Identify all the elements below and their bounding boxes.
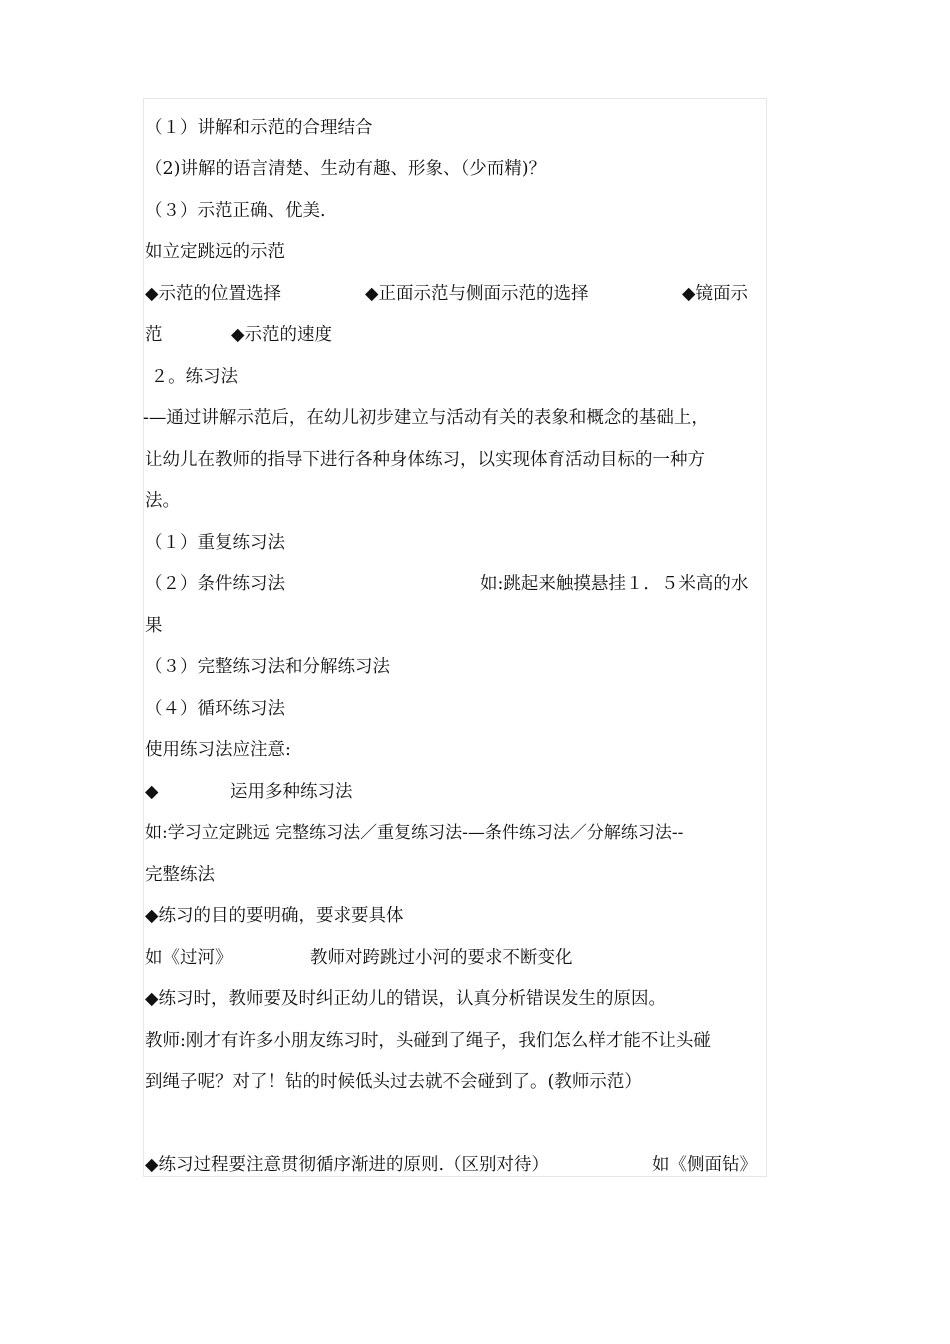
- text-line-19: 完整练法: [145, 865, 215, 885]
- text-line-20: ◆练习的目的要明确，要求要具体: [145, 906, 404, 926]
- text-line-6a: 范: [145, 325, 163, 345]
- text-line-5a: ◆示范的位置选择: [145, 284, 281, 304]
- text-line-25a: ◆练习过程要注意贯彻循序渐进的原则.（区别对待）: [145, 1155, 550, 1175]
- text-line-16: 使用练习法应注意:: [145, 740, 291, 760]
- text-line-5c: ◆镜面示: [682, 284, 748, 304]
- text-line-4: 如立定跳远的示范: [145, 242, 285, 262]
- text-line-8: -—通过讲解示范后，在幼儿初步建立与活动有关的表象和概念的基础上，: [143, 408, 709, 428]
- text-line-18: 如:学习立定跳远 完整练习法／重复练习法-—条件练习法／分解练习法--: [145, 823, 684, 843]
- text-line-21a: 如《过河》: [145, 948, 233, 968]
- text-line-10: 法。: [145, 491, 180, 511]
- text-line-12a: （２）条件练习法: [145, 574, 285, 594]
- text-line-13: 果: [145, 616, 163, 636]
- text-line-15: （４）循环练习法: [145, 699, 285, 719]
- text-line-9: 让幼儿在教师的指导下进行各种身体练习，以实现体育活动目标的一种方: [145, 450, 705, 470]
- text-line-17b: 运用多种练习法: [230, 782, 353, 802]
- text-line-24: 到绳子呢？对了！钻的时候低头过去就不会碰到了。(教师示范）: [145, 1072, 642, 1092]
- text-line-3: （３）示范正确、优美.: [145, 201, 326, 221]
- text-line-1: （１）讲解和示范的合理结合: [145, 118, 373, 138]
- text-line-5b: ◆正面示范与侧面示范的选择: [365, 284, 589, 304]
- text-line-12b: 如:跳起来触摸悬挂１．５米高的水: [480, 574, 749, 594]
- text-line-6b: ◆示范的速度: [231, 325, 332, 345]
- text-line-14: （３）完整练习法和分解练习法: [145, 657, 390, 677]
- section-heading-practice: ２。练习法: [145, 367, 239, 387]
- text-line-22: ◆练习时，教师要及时纠正幼儿的错误，认真分析错误发生的原因。: [145, 989, 666, 1009]
- text-line-25b: 如《侧面钻》: [652, 1155, 757, 1175]
- text-line-2: （2)讲解的语言清楚、生动有趣、形象、（少而精)？: [145, 159, 547, 179]
- text-line-17a: ◆: [145, 782, 159, 802]
- text-line-23: 教师:刚才有许多小朋友练习时，头碰到了绳子，我们怎么样才能不让头碰: [145, 1031, 711, 1051]
- text-line-11: （１）重复练习法: [145, 533, 285, 553]
- text-line-21b: 教师对跨跳过小河的要求不断变化: [310, 948, 573, 968]
